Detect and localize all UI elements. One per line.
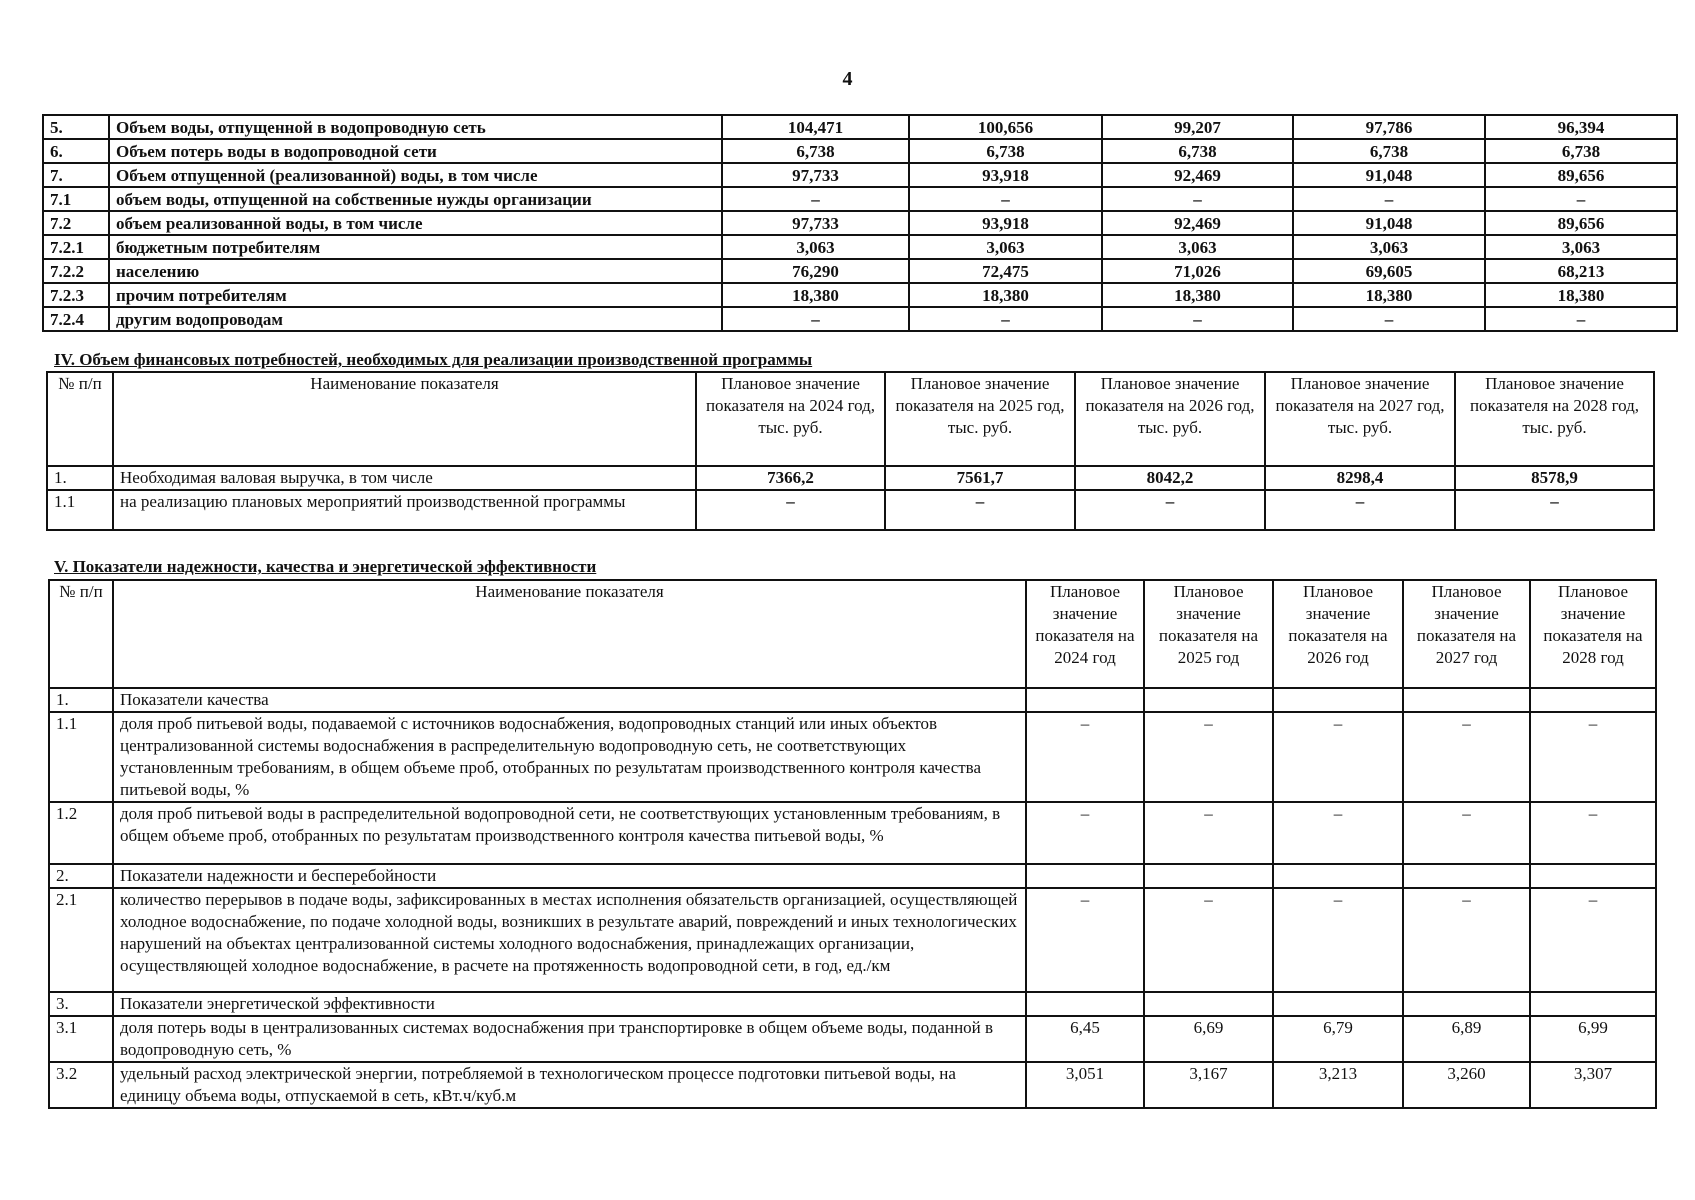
table-row [43, 163, 1677, 187]
row-value [1403, 688, 1530, 712]
row-name: Необходимая валовая выручка, в том числе [113, 466, 696, 490]
row-name: на реализацию плановых мероприятий производственной программы [113, 490, 696, 530]
water-volume-table [42, 114, 1678, 332]
header-year: Плановое значение показателя на 2025 год, тыс. руб. [885, 372, 1075, 466]
row-name: Показатели энергетической эффективности [113, 992, 1026, 1016]
row-value: 99,207 [1102, 115, 1293, 139]
row-value: 69,605 [1293, 259, 1485, 283]
row-value: 3,167 [1144, 1062, 1273, 1108]
table-row [47, 490, 1654, 530]
row-value: 97,733 [722, 163, 909, 187]
row-value [1026, 992, 1144, 1016]
section-v-title: V. Показатели надежности, качества и энергетической эффективности [54, 557, 597, 576]
row-name: Показатели надежности и бесперебойности [113, 864, 1026, 888]
row-value: 8298,4 [1265, 466, 1455, 490]
header-year: Плановое значение показателя на 2024 год, тыс. руб. [696, 372, 885, 466]
row-value: 100,656 [909, 115, 1102, 139]
table-row [43, 187, 1677, 211]
row-value: – [1273, 802, 1403, 864]
row-value: 3,063 [909, 235, 1102, 259]
table-row [49, 864, 1656, 888]
section-iv-title: IV. Объем финансовых потребностей, необходимых для реализации производственной программы [54, 350, 813, 369]
row-value [1403, 864, 1530, 888]
table-row [43, 307, 1677, 331]
row-value: – [885, 490, 1075, 530]
row-value: – [1075, 490, 1265, 530]
row-number: 7.2.3 [43, 283, 109, 307]
row-value: – [1144, 712, 1273, 802]
row-value: 3,051 [1026, 1062, 1144, 1108]
row-value [1530, 864, 1656, 888]
row-value: 104,471 [722, 115, 909, 139]
row-value: 68,213 [1485, 259, 1677, 283]
table-row [49, 1016, 1656, 1062]
row-value: 91,048 [1293, 163, 1485, 187]
row-value [1530, 688, 1656, 712]
table-row [43, 139, 1677, 163]
table-header-row [47, 372, 1654, 466]
row-value: 6,738 [909, 139, 1102, 163]
row-value: – [1293, 307, 1485, 331]
row-value: 92,469 [1102, 163, 1293, 187]
row-value: – [722, 187, 909, 211]
page-number: 4 [842, 68, 853, 90]
row-value: 6,45 [1026, 1016, 1144, 1062]
row-value: – [722, 307, 909, 331]
row-name: объем воды, отпущенной на собственные нужды организации [109, 187, 722, 211]
row-number: 1.1 [47, 490, 113, 530]
row-value [1026, 864, 1144, 888]
row-value: – [1144, 888, 1273, 992]
row-value: – [1485, 187, 1677, 211]
row-value [1403, 992, 1530, 1016]
row-value: – [1530, 712, 1656, 802]
row-value: – [1026, 802, 1144, 864]
table-row [49, 1062, 1656, 1108]
row-name: бюджетным потребителям [109, 235, 722, 259]
table-row [43, 115, 1677, 139]
row-value: 18,380 [722, 283, 909, 307]
row-value: – [1273, 712, 1403, 802]
row-value [1144, 688, 1273, 712]
row-value: – [1026, 888, 1144, 992]
row-value: – [1144, 802, 1273, 864]
row-value: – [1455, 490, 1654, 530]
row-number: 7. [43, 163, 109, 187]
row-value: 8578,9 [1455, 466, 1654, 490]
row-value [1273, 864, 1403, 888]
row-value: 93,918 [909, 211, 1102, 235]
row-value: 89,656 [1485, 163, 1677, 187]
row-name: прочим потребителям [109, 283, 722, 307]
row-name: удельный расход электрической энергии, потребляемой в технологическом процессе подготовки питьевой воды, на единицу объема воды, отпускаемой в сеть, кВт.ч/куб.м [113, 1062, 1026, 1108]
row-number: 7.2.2 [43, 259, 109, 283]
row-value: 6,738 [1293, 139, 1485, 163]
row-value: – [1273, 888, 1403, 992]
row-value: 8042,2 [1075, 466, 1265, 490]
row-value: 6,738 [722, 139, 909, 163]
row-name: населению [109, 259, 722, 283]
header-num: № п/п [47, 372, 113, 466]
row-value [1530, 992, 1656, 1016]
row-value: 92,469 [1102, 211, 1293, 235]
row-value: 3,063 [1293, 235, 1485, 259]
reliability-quality-table [48, 579, 1657, 1109]
row-value: 91,048 [1293, 211, 1485, 235]
row-value: – [1102, 307, 1293, 331]
row-number: 7.2.4 [43, 307, 109, 331]
table-row [43, 283, 1677, 307]
row-name: доля проб питьевой воды, подаваемой с источников водоснабжения, водопроводных станций или иных объектов централизованной системы водоснабжения в распределительную водопроводную сеть, не соответствующих установленным требованиям, в общем объеме проб, отобранных по результатам производственного контроля качества питьевой воды, % [113, 712, 1026, 802]
header-name: Наименование показателя [113, 372, 696, 466]
header-num: № п/п [49, 580, 113, 688]
row-number: 6. [43, 139, 109, 163]
row-value [1026, 688, 1144, 712]
table-row [49, 888, 1656, 992]
row-value: – [1102, 187, 1293, 211]
row-value: – [696, 490, 885, 530]
row-number: 1.1 [49, 712, 113, 802]
header-year: Плановое значение показателя на 2028 год [1530, 580, 1656, 688]
row-number: 7.2 [43, 211, 109, 235]
row-number: 3.2 [49, 1062, 113, 1108]
row-number: 7.1 [43, 187, 109, 211]
row-value: 18,380 [1293, 283, 1485, 307]
row-value: 3,213 [1273, 1062, 1403, 1108]
row-value: 71,026 [1102, 259, 1293, 283]
row-value: – [909, 307, 1102, 331]
row-name: Показатели качества [113, 688, 1026, 712]
row-value: 3,307 [1530, 1062, 1656, 1108]
row-value: – [1530, 802, 1656, 864]
row-value [1273, 992, 1403, 1016]
row-value: 7561,7 [885, 466, 1075, 490]
table-row [43, 211, 1677, 235]
header-year: Плановое значение показателя на 2026 год [1273, 580, 1403, 688]
row-name: количество перерывов в подаче воды, зафиксированных в местах исполнения обязательств организацией, осуществляющей холодное водоснабжение, по подаче холодной воды, возникших в результате аварий, повреждений и иных технологических нарушений на объектах централизованной системы холодного водоснабжения, принадлежащих организации, осуществляющей холодное водоснабжение, в расчете на протяженность водопроводной сети, в год, ед./км [113, 888, 1026, 992]
row-value: 18,380 [1485, 283, 1677, 307]
row-value: 6,738 [1485, 139, 1677, 163]
row-name: доля потерь воды в централизованных системах водоснабжения при транспортировке в общем объеме воды, поданной в водопроводную сеть, % [113, 1016, 1026, 1062]
row-value: – [1026, 712, 1144, 802]
row-value: 72,475 [909, 259, 1102, 283]
row-value: – [1403, 712, 1530, 802]
row-value: 6,99 [1530, 1016, 1656, 1062]
row-number: 2. [49, 864, 113, 888]
row-value: 6,738 [1102, 139, 1293, 163]
row-value: 97,786 [1293, 115, 1485, 139]
row-value: 3,063 [1102, 235, 1293, 259]
row-value: 76,290 [722, 259, 909, 283]
row-number: 2.1 [49, 888, 113, 992]
table-row [47, 466, 1654, 490]
row-number: 3.1 [49, 1016, 113, 1062]
row-value: 93,918 [909, 163, 1102, 187]
row-value [1144, 864, 1273, 888]
row-value: 3,063 [722, 235, 909, 259]
row-value: – [1403, 802, 1530, 864]
row-number: 1.2 [49, 802, 113, 864]
row-name: Объем потерь воды в водопроводной сети [109, 139, 722, 163]
row-value: 7366,2 [696, 466, 885, 490]
row-value: 6,69 [1144, 1016, 1273, 1062]
row-value: – [1293, 187, 1485, 211]
table-row [49, 992, 1656, 1016]
row-name: другим водопроводам [109, 307, 722, 331]
row-value [1144, 992, 1273, 1016]
row-value: 6,89 [1403, 1016, 1530, 1062]
row-value: – [1485, 307, 1677, 331]
row-value: 18,380 [909, 283, 1102, 307]
row-value: 18,380 [1102, 283, 1293, 307]
row-value: 3,063 [1485, 235, 1677, 259]
row-name: доля проб питьевой воды в распределительной водопроводной сети, не соответствующих установленным требованиям, в общем объеме проб, отобранных по результатам производственного контроля качества питьевой воды, % [113, 802, 1026, 864]
row-number: 1. [47, 466, 113, 490]
header-year: Плановое значение показателя на 2027 год, тыс. руб. [1265, 372, 1455, 466]
table-row [43, 235, 1677, 259]
header-year: Плановое значение показателя на 2025 год [1144, 580, 1273, 688]
header-year: Плановое значение показателя на 2026 год, тыс. руб. [1075, 372, 1265, 466]
header-year: Плановое значение показателя на 2024 год [1026, 580, 1144, 688]
row-name: Объем воды, отпущенной в водопроводную сеть [109, 115, 722, 139]
row-name: Объем отпущенной (реализованной) воды, в том числе [109, 163, 722, 187]
row-value [1273, 688, 1403, 712]
header-name: Наименование показателя [113, 580, 1026, 688]
header-year: Плановое значение показателя на 2028 год, тыс. руб. [1455, 372, 1654, 466]
table-row [49, 802, 1656, 864]
table-row [49, 688, 1656, 712]
row-number: 5. [43, 115, 109, 139]
table-row [49, 712, 1656, 802]
row-name: объем реализованной воды, в том числе [109, 211, 722, 235]
header-year: Плановое значение показателя на 2027 год [1403, 580, 1530, 688]
table-row [43, 259, 1677, 283]
row-value: – [1403, 888, 1530, 992]
row-value: – [1265, 490, 1455, 530]
row-number: 3. [49, 992, 113, 1016]
row-number: 7.2.1 [43, 235, 109, 259]
table-header-row [49, 580, 1656, 688]
row-number: 1. [49, 688, 113, 712]
row-value: – [1530, 888, 1656, 992]
row-value: 97,733 [722, 211, 909, 235]
row-value: 3,260 [1403, 1062, 1530, 1108]
row-value: – [909, 187, 1102, 211]
row-value: 89,656 [1485, 211, 1677, 235]
financial-needs-table [46, 371, 1655, 531]
row-value: 96,394 [1485, 115, 1677, 139]
row-value: 6,79 [1273, 1016, 1403, 1062]
